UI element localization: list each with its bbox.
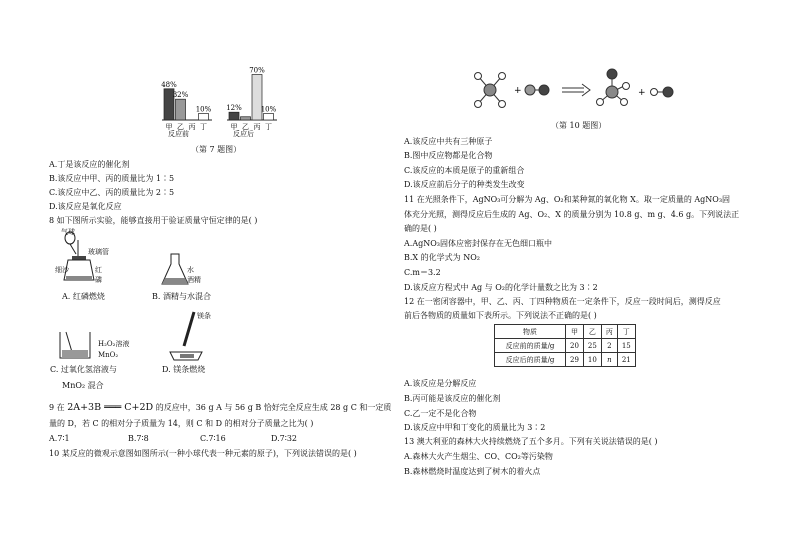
table-cell: 29 <box>566 353 584 367</box>
q10-stem: 10 某反应的微观示意图如图所示(一种小球代表一种元素的原子)，下列说法错误的是( ) <box>49 449 357 458</box>
q8-label-sand: 细沙 <box>55 266 69 274</box>
q12-option-c: C.乙一定不是化合物 <box>404 409 477 418</box>
category-label: 乙 <box>177 123 184 130</box>
category-label: 甲 <box>230 123 238 130</box>
q10-option-a: A.该反应中共有三种原子 <box>404 137 493 146</box>
q9-stem-line2: 量的 D，若 C 的相对分子质量为 14，则 C 和 D 的相对分子质量之比为( ) <box>49 419 314 428</box>
q13-option-b: B.森林燃烧时温度达到了树木的着火点 <box>404 467 541 476</box>
table-cell: n <box>601 353 617 367</box>
q11-option-c: C.m＝3.2 <box>404 268 441 277</box>
bar-value-label: 70% <box>249 66 265 75</box>
q11-option-a: A.AgNO₃固体应密封保存在无色细口瓶中 <box>404 239 552 248</box>
q12-mass-table <box>494 324 636 367</box>
q8-label-mg-ribbon: 镁条 <box>197 312 211 320</box>
q8-option-c-line1: C. 过氧化氢溶液与 <box>50 365 117 374</box>
q8-label-mno2: MnO₂ <box>98 351 119 359</box>
q12-stem-line1: 12 在一密闭容器中，甲、乙、丙、丁四种物质在一定条件下，反应一段时间后，测得反应 <box>404 297 721 306</box>
table-header-cell: 丙 <box>601 325 617 339</box>
q12-option-d: D.该反应中甲和丁变化的质量比为 3∶2 <box>404 423 546 432</box>
q10-reaction-arrow <box>562 84 590 96</box>
q8-label-balloon: 气球 <box>61 228 75 236</box>
bar-value-label: 10% <box>195 105 212 114</box>
bar-甲 <box>229 112 239 120</box>
bar-value-label: 10% <box>260 105 277 114</box>
q11-stem-line1: 11 在光照条件下，AgNO₃可分解为 Ag、O₂和某种氮的氧化物 X。取一定质量的 AgNO₃固 <box>404 195 731 204</box>
q10-option-d: D.该反应前后分子的种类发生改变 <box>404 180 525 189</box>
table-row <box>495 339 636 353</box>
q10-reactant-molecule-1 <box>475 73 506 108</box>
q8-option-c-line2: MnO₂ 混合 <box>62 381 104 390</box>
table-cell: 25 <box>583 339 601 353</box>
svg-text:+: + <box>638 88 646 98</box>
q7-option-b: B.该反应中甲、丙的质量比为 1∶5 <box>49 174 175 183</box>
table-header-cell: 物质 <box>495 325 566 339</box>
q8-figure-c-beaker <box>56 328 96 360</box>
q9-option-c: C.7∶16 <box>200 434 226 443</box>
table-cell: 10 <box>583 353 601 367</box>
category-label: 丙 <box>188 123 196 130</box>
q8-label-red: 红 <box>95 266 102 274</box>
bar-丁 <box>264 114 274 121</box>
table-row <box>495 353 636 367</box>
q8-label-h2o2: H₂O₂溶液 <box>98 340 130 348</box>
q10-option-c: C.该反应的本质是原子的重新组合 <box>404 166 525 175</box>
q7-option-a: A.丁是该反应的催化剂 <box>49 160 130 169</box>
category-label: 乙 <box>242 123 249 130</box>
q12-stem-line2: 前后各物质的质量如下表所示。下列说法不正确的是( ) <box>404 311 597 320</box>
q7-bar-charts <box>150 60 290 130</box>
q8-option-a: A. 红磷燃烧 <box>62 292 105 301</box>
q10-option-b: B.图中反应物都是化合物 <box>404 151 493 160</box>
q7-option-d: D.该反应是氧化反应 <box>49 202 122 211</box>
q13-stem: 13 澳大利亚的森林大火持续燃烧了五个多月。下列有关说法错误的是( ) <box>404 437 658 446</box>
bar-丁 <box>199 114 209 121</box>
table-cell: 15 <box>617 339 635 353</box>
q13-option-a: A.森林大火产生烟尘、CO、CO₂等污染物 <box>404 452 553 461</box>
q8-label-water: 水 <box>187 266 194 274</box>
q9-option-b: B.7∶8 <box>128 434 149 443</box>
category-label: 丁 <box>200 123 207 130</box>
table-header-cell: 丁 <box>617 325 635 339</box>
q7-chart1-xlabel: 反应后 <box>233 130 254 138</box>
table-header-row <box>495 325 636 339</box>
q7-caption: （第 7 题图） <box>191 145 242 154</box>
bar-value-label: 12% <box>226 104 242 113</box>
q11-stem-line3: 确的是( ) <box>404 224 437 233</box>
q10-reactant-molecule-2 <box>525 85 549 95</box>
q10-product-molecule-1 <box>597 69 630 106</box>
q7-chart0-xlabel: 反应前 <box>168 130 189 138</box>
category-label: 丁 <box>265 123 272 130</box>
q9-stem-post: 的反应中，36 g A 与 56 g B 恰好完全反应生成 28 g C 和一定质 <box>155 403 392 412</box>
q8-stem: 8 如下图所示实验，能够直接用于验证质量守恒定律的是( ) <box>49 216 258 225</box>
bar-乙 <box>241 117 251 120</box>
q11-stem-line2: 体充分光照，测得反应后生成的 Ag、O₂、X 的质量分别为 10.8 g、m g、4.6 g。下列说法正 <box>404 210 740 219</box>
q7-chart-after <box>226 67 277 131</box>
q9-stem-pre: 9 在 <box>49 403 65 412</box>
bar-value-label: 48% <box>161 80 177 89</box>
q9-stem-line1 <box>49 403 391 413</box>
q8-label-alcohol: 酒精 <box>187 276 201 284</box>
bar-乙 <box>176 99 186 120</box>
q10-product-molecule-2 <box>651 87 674 97</box>
q9-option-d: D.7∶32 <box>271 434 298 443</box>
q7-option-c: C.该反应中乙、丙的质量比为 2∶5 <box>49 188 175 197</box>
q8-option-b: B. 酒精与水混合 <box>152 292 211 301</box>
q11-option-b: B.X 的化学式为 NO₂ <box>404 253 480 262</box>
q10-caption: （第 10 题图） <box>551 121 607 130</box>
table-cell: 20 <box>566 339 584 353</box>
q12-option-a: A.该反应是分解反应 <box>404 379 477 388</box>
table-cell: 反应前的质量/g <box>495 339 566 353</box>
table-cell: 2 <box>601 339 617 353</box>
q9-equation: 2A+3B ═══ C+2D <box>67 402 154 413</box>
category-label: 丙 <box>253 123 261 130</box>
bar-value-label: 32% <box>172 91 189 100</box>
svg-text:+: + <box>514 86 522 96</box>
q7-chart-before <box>161 81 212 130</box>
category-label: 甲 <box>165 123 173 130</box>
table-header-cell: 甲 <box>566 325 584 339</box>
q11-option-d: D.该反应方程式中 Ag 与 O₂的化学计量数之比为 3∶2 <box>404 283 598 292</box>
q10-molecule-diagram <box>462 64 692 116</box>
table-cell: 21 <box>617 353 635 367</box>
q8-figure-b-flask <box>160 252 190 288</box>
q8-label-glass-tube: 玻璃管 <box>88 248 109 256</box>
table-header-cell: 乙 <box>583 325 601 339</box>
q8-option-d: D. 镁条燃烧 <box>162 365 206 374</box>
table-cell: 反应后的质量/g <box>495 353 566 367</box>
q9-option-a: A.7∶1 <box>49 434 70 443</box>
q12-option-b: B.丙可能是该反应的催化剂 <box>404 394 501 403</box>
q8-label-phosphorus: 磷 <box>95 276 102 284</box>
